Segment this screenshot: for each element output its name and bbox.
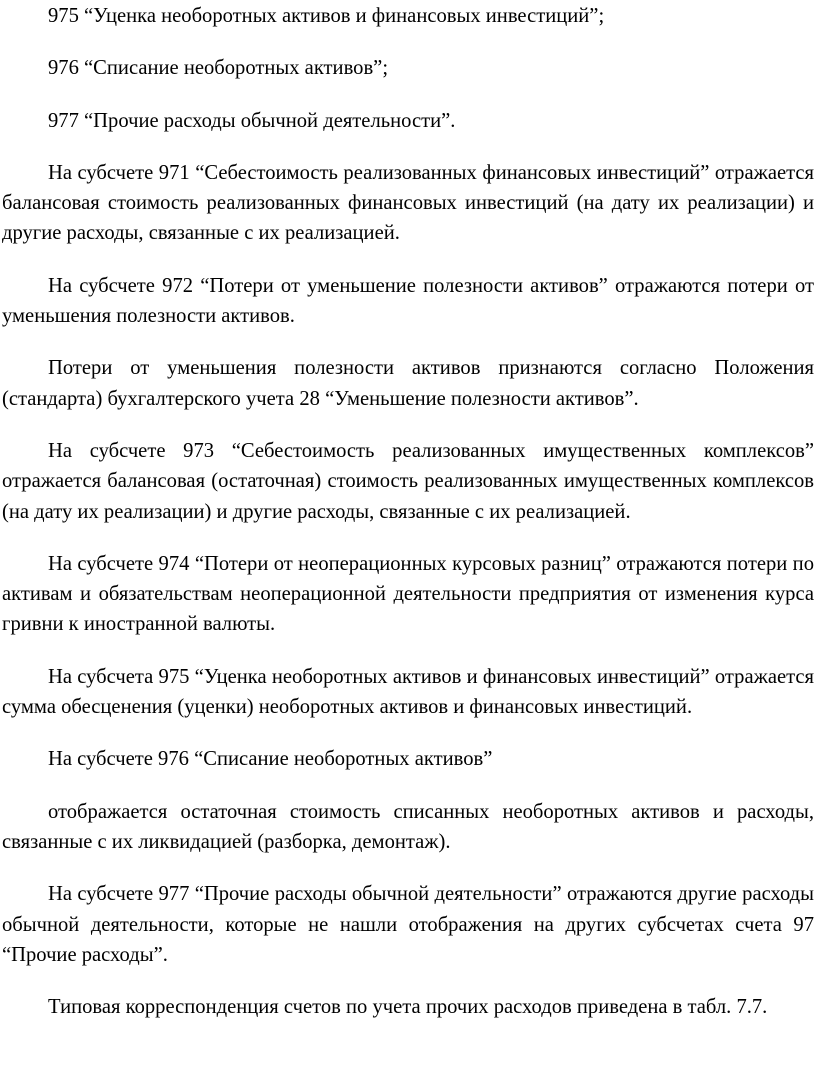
paragraph-impairment-standard: Потери от уменьшения полезности активов признаются согласно Положения (стандарта) бухгалтерского учета 28 “Уменьшение полезности активов”. [2,357,814,410]
paragraph-975: 975 “Уценка необоротных активов и финансовых инвестиций”; [48,5,605,27]
paragraph-subaccount-977: На субсчете 977 “Прочие расходы обычной деятельности” отражаются другие расходы обычной деятельности, которые не нашли отображения на других субсчетах счета 97 “Прочие расходы”. [2,883,814,966]
paragraph-976: 976 “Списание необоротных активов”; [48,57,389,80]
paragraph-subaccount-973: На субсчете 973 “Себестоимость реализованных имущественных комплексов” отражается балансовая (остаточная) стоимость реализованных имущественных комплексов (на дату их реализации) и другие расходы, связанные с их реализацией. [2,439,814,523]
paragraph-subaccount-974: На субсчете 974 “Потери от неоперационных курсовых разниц” отражаются потери по активам и обязательствам неоперационной деятельности предприятия от изменения курса гривни к иностранной валюты. [2,552,814,636]
paragraph-977: 977 “Прочие расходы обычной деятельности”. [48,109,456,132]
paragraph-table-reference: Типовая корреспонденция счетов по учета прочих расходов приведена в табл. 7.7. [48,996,768,1019]
paragraph-subaccount-971: На субсчете 971 “Себестоимость реализованных финансовых инвестиций” отражается балансовая стоимость реализованных финансовых инвестиций (на дату их реализации) и другие расходы, связанные с их реализацией. [2,161,814,245]
paragraph-subaccount-976-heading: На субсчете 976 “Списание необоротных активов” [48,748,493,771]
paragraph-subaccount-976-body: отображается остаточная стоимость списанных необоротных активов и расходы, связанные с их ликвидацией (разборка, демонтаж). [2,800,814,853]
paragraph-subaccount-975: На субсчета 975 “Уценка необоротных активов и финансовых инвестиций” отражается сумма обесценения (уценки) необоротных активов и финансовых инвестиций. [2,665,814,719]
document-page [2,1,814,1022]
paragraph-subaccount-972: На субсчете 972 “Потери от уменьшение полезности активов” отражаются потери от уменьшения полезности активов. [2,274,814,328]
